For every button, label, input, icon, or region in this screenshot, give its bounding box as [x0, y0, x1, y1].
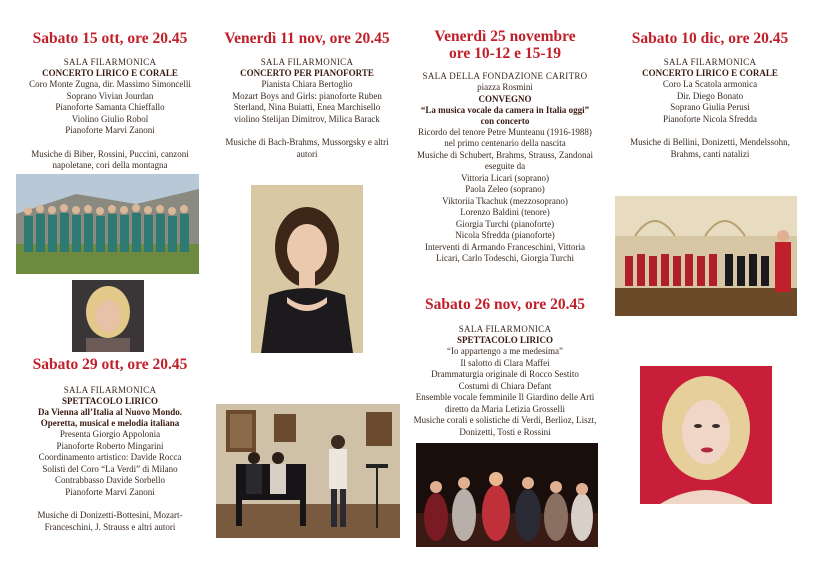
event-line: Contrabbasso Davide Sorbello	[55, 475, 165, 485]
event-line: Dir. Diego Bonato	[676, 90, 744, 101]
pianist-portrait-photo	[251, 185, 363, 353]
event-date: Sabato 10 dic, ore 20.45	[631, 30, 789, 47]
event-subtitle: con concerto	[480, 115, 530, 126]
event-10-dic	[610, 30, 810, 160]
choir-outdoor-photo	[16, 174, 199, 274]
event-26-nov	[404, 296, 606, 438]
event-line: violino Stelijan Dimitrov, Milica Barack	[234, 113, 380, 124]
event-line: nel primo centenario della nascita	[444, 138, 566, 148]
event-venue: SALA FILARMONICA	[63, 57, 157, 67]
event-line: Pianoforte Roberto Mingarini	[56, 440, 164, 451]
event-line: Violino Giulio Robol	[71, 113, 149, 124]
event-date: Sabato 29 ott, ore 20.45	[32, 356, 188, 373]
event-line: eseguite da	[484, 161, 526, 171]
event-date: Venerdì 25 novembre	[434, 28, 576, 45]
event-venue: SALA FILARMONICA	[63, 385, 157, 395]
event-date: Venerdì 11 nov, ore 20.45	[224, 30, 390, 47]
event-kind: CONVEGNO	[478, 93, 532, 104]
event-11-nov	[212, 30, 402, 160]
event-line: Paola Zeleo (soprano)	[465, 184, 545, 194]
event-line: Il salotto di Clara Maffei	[460, 357, 550, 368]
event-line: Vittoria Licari (soprano)	[461, 172, 549, 183]
event-venue: SALA DELLA FONDAZIONE CARITRO	[422, 71, 588, 81]
stage-performance-photo	[416, 443, 598, 547]
event-line: diretto da Maria Letizia Grosselli	[445, 403, 565, 414]
event-line: Viktoriia Tkachuk (mezzosoprano)	[442, 195, 568, 206]
event-line: Sterland, Nina Buiatti, Enea Marchisello	[233, 102, 381, 112]
event-line: Pianoforte Nicola Sfredda	[663, 113, 757, 124]
event-venue: SALA FILARMONICA	[663, 57, 757, 67]
event-time: ore 10-12 e 15-19	[448, 45, 562, 62]
event-15-ott	[10, 30, 210, 172]
event-line: “Io appartengo a me medesima”	[447, 346, 563, 356]
event-program: autori	[296, 148, 318, 159]
event-line: Presenta Giorgio Appolonia	[59, 429, 161, 439]
event-title: CONCERTO LIRICO E CORALE	[642, 68, 778, 78]
event-place: piazza Rosmini	[477, 82, 533, 92]
event-program: Musiche di Bellini, Donizetti, Mendelssohn,	[630, 137, 790, 147]
event-line: Coro Monte Zugna, dir. Massimo Simoncelli	[29, 79, 191, 89]
event-program: Musiche di Bach-Brahms, Mussorgsky e altri	[225, 137, 389, 147]
event-title: Da Vienna all’Italia al Nuovo Mondo.	[37, 407, 183, 417]
event-line: Ricordo del tenore Petre Munteanu (1916-1988)	[418, 126, 592, 137]
event-line: Pianoforte Marvi Zanoni	[65, 125, 155, 135]
event-line: Musiche corali e solistiche di Verdi, Berlioz, Liszt,	[413, 415, 597, 425]
piano-performance-photo	[216, 404, 400, 538]
singer-portrait-photo	[640, 366, 772, 504]
event-line: Costumi di Chiara Defant	[458, 380, 552, 391]
event-line: Coordinamento artistico: Davide Rocca	[38, 452, 182, 462]
event-program: Franceschini, J. Strauss e altri autori	[44, 521, 176, 532]
event-line: Pianista Chiara Bertoglio	[261, 79, 353, 89]
event-line: Musiche di Schubert, Brahms, Strauss, Zandonai	[417, 149, 593, 160]
event-date: Sabato 15 ott, ore 20.45	[32, 30, 188, 47]
event-line: Coro La Scatola armonica	[662, 79, 758, 89]
event-program: Musiche di Biber, Rossini, Puccini, canzoni	[31, 148, 189, 159]
event-line: Pianoforte Marvi Zanoni	[65, 486, 155, 497]
event-title: Operetta, musical e melodia italiana	[40, 418, 180, 428]
event-line: Pianoforte Samanta Chieffallo	[55, 102, 165, 112]
event-25-nov	[404, 28, 606, 265]
event-venue: SALA FILARMONICA	[458, 324, 552, 334]
event-title: “La musica vocale da camera in Italia oggi”	[420, 104, 590, 115]
event-line: Soprano Vivian Jourdan	[66, 90, 154, 101]
soprano-portrait-photo	[72, 280, 144, 352]
event-line: Soprano Giulia Perusi	[670, 102, 750, 112]
event-line: Licari, Carlo Todeschi, Giorgia Turchi	[435, 253, 575, 263]
event-line: Mozart Boys and Girls: pianoforte Ruben	[232, 90, 382, 101]
event-program: napoletane, cori della montagna	[52, 160, 168, 170]
event-line: Nicola Sfredda (pianoforte)	[455, 230, 555, 240]
event-title: CONCERTO PER PIANOFORTE	[240, 68, 374, 78]
choir-church-photo	[615, 196, 797, 316]
event-program: Brahms, canti natalizi	[670, 148, 750, 159]
event-line: Solisti del Coro “La Verdi” di Milano	[42, 463, 178, 474]
event-line: Donizetti, Tosti e Rossini	[459, 426, 551, 437]
event-program: Musiche di Donizetti-Bottesini, Mozart-	[37, 510, 183, 520]
event-29-ott	[10, 356, 210, 533]
event-venue: SALA FILARMONICA	[260, 57, 354, 67]
event-line: Lorenzo Baldini (tenore)	[460, 207, 550, 217]
event-date: Sabato 26 nov, ore 20.45	[425, 296, 585, 313]
event-title: SPETTACOLO LIRICO	[456, 335, 554, 345]
event-line: Interventi di Armando Franceschini, Vittoria	[424, 241, 585, 252]
event-title: CONCERTO LIRICO E CORALE	[42, 68, 178, 78]
event-line: Drammaturgia originale di Rocco Sestito	[431, 369, 579, 379]
event-title: SPETTACOLO LIRICO	[61, 396, 159, 406]
event-line: Ensemble vocale femminile Il Giardino delle Arti	[415, 392, 595, 402]
event-line: Giorgia Turchi (pianoforte)	[455, 218, 555, 229]
